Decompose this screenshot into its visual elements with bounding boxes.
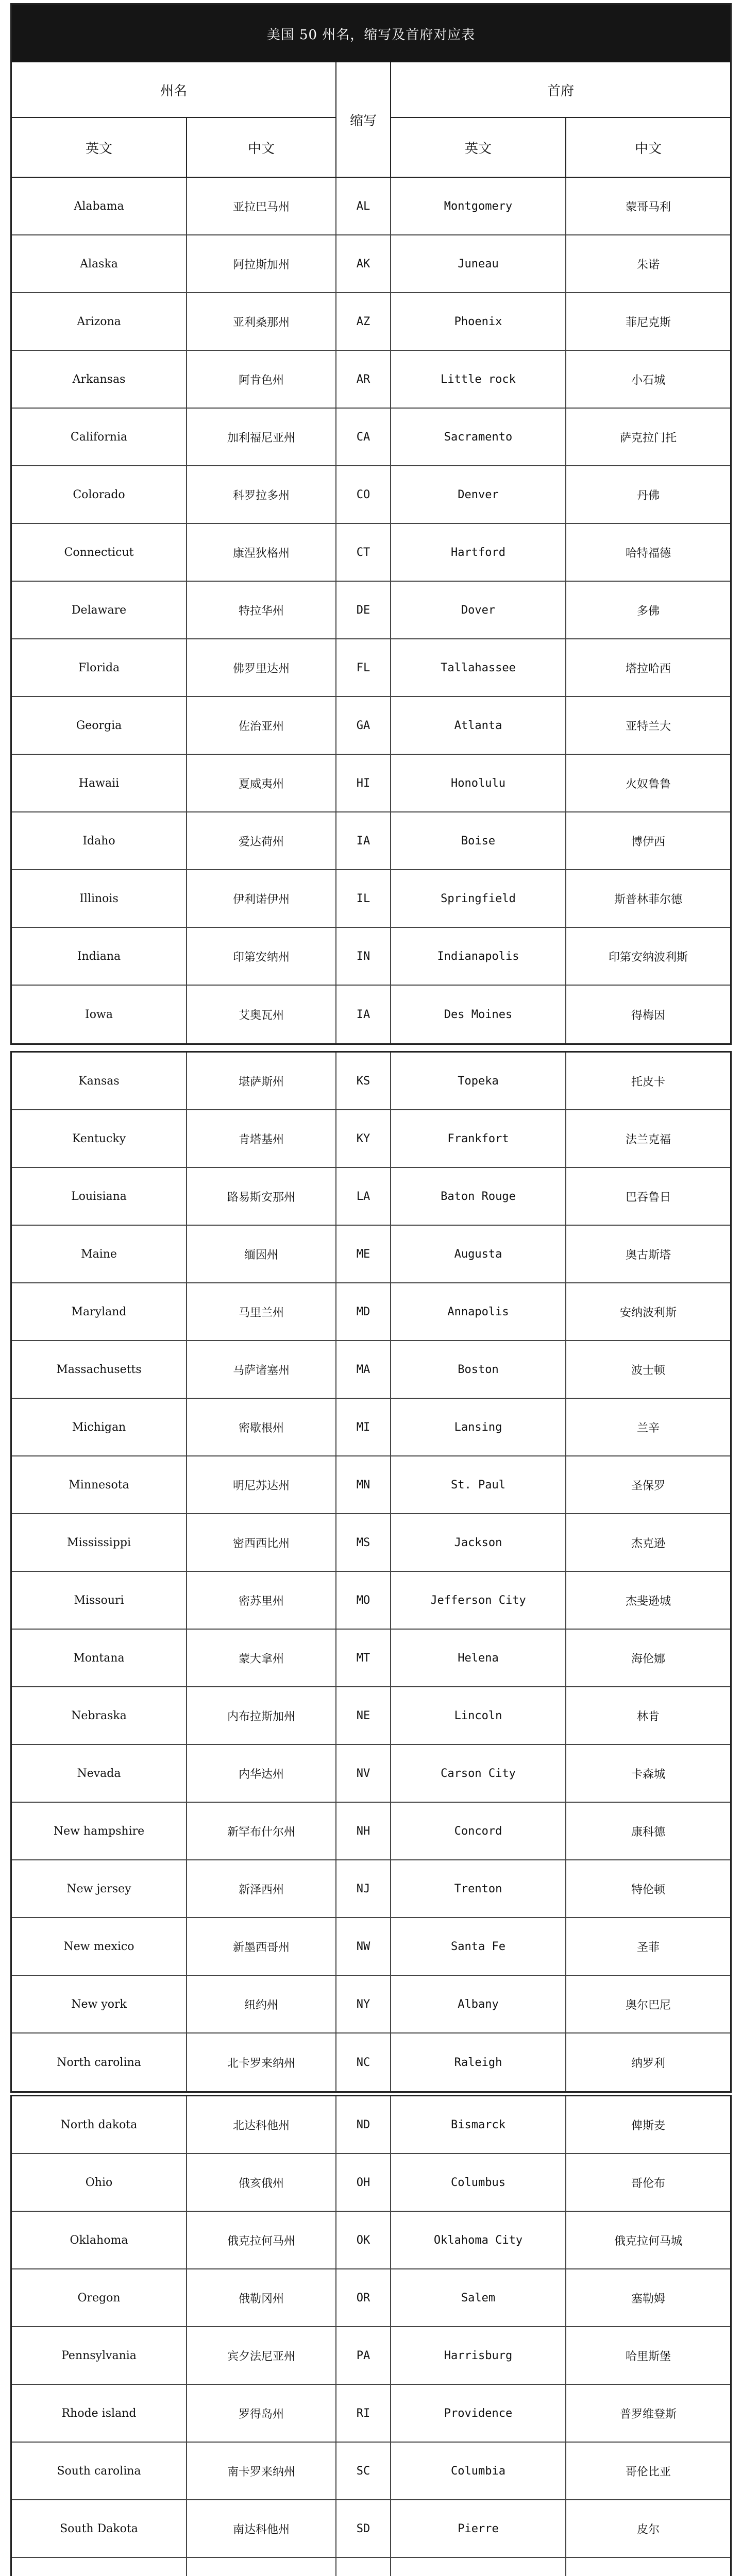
state-abbr: MS <box>336 1514 391 1571</box>
state-abbr: NC <box>336 2033 391 2091</box>
state-name-en: Hawaii <box>12 755 187 811</box>
state-name-en: Montana <box>12 1630 187 1686</box>
capital-name-zh: 俄克拉何马城 <box>614 2234 682 2248</box>
state-name-en: Delaware <box>12 582 187 638</box>
table-row <box>12 1168 730 1226</box>
state-abbr: AK <box>336 235 391 292</box>
capital-name-zh: 圣保罗 <box>631 1479 665 1493</box>
capital-name-en: Annapolis <box>391 1283 566 1340</box>
state-name-en <box>12 2558 187 2576</box>
state-name-zh: 缅因州 <box>187 1226 336 1282</box>
table-row <box>12 1283 730 1341</box>
state-name-en: Colorado <box>12 466 187 523</box>
state-name-en: Rhode island <box>12 2385 187 2442</box>
state-name-zh: 内布拉斯加州 <box>187 1687 336 1744</box>
header-capital-zh: 中文 <box>634 141 662 157</box>
state-name-en: New mexico <box>12 1918 187 1975</box>
capital-name-zh: 博伊西 <box>631 835 665 849</box>
state-name-zh: 伊利诺伊州 <box>187 870 336 927</box>
table-row <box>12 2033 730 2091</box>
table-row <box>12 1687 730 1745</box>
capital-name-zh: 皮尔 <box>636 2523 660 2536</box>
capital-name-en: Lansing <box>391 1399 566 1455</box>
capital-name-en: St. Paul <box>391 1456 566 1513</box>
state-name-en: New york <box>12 1976 187 2032</box>
state-name-en: Michigan <box>12 1399 187 1455</box>
table-row <box>12 2500 730 2558</box>
capital-name-en: Sacramento <box>391 409 566 465</box>
state-name-zh: 蒙大拿州 <box>187 1630 336 1686</box>
capital-name-en: Helena <box>391 1630 566 1686</box>
table-title: 美国 50 州名，缩写及首府对应表 <box>12 5 730 62</box>
table-row <box>12 755 730 812</box>
state-abbr: NE <box>336 1687 391 1744</box>
capital-name-en: Boston <box>391 1341 566 1398</box>
capital-name-en: Indianapolis <box>391 928 566 985</box>
state-name-zh: 加利福尼亚州 <box>187 409 336 465</box>
capital-name-en: Albany <box>391 1976 566 2032</box>
state-name-zh: 密歇根州 <box>187 1399 336 1455</box>
state-name-en: Oregon <box>12 2269 187 2326</box>
capital-name-en: Pierre <box>391 2500 566 2557</box>
capital-name-en: Raleigh <box>391 2033 566 2091</box>
state-name-zh: 宾夕法尼亚州 <box>187 2327 336 2384</box>
capital-name-zh: 兰辛 <box>636 1421 660 1435</box>
capital-name-zh: 印第安纳波利斯 <box>608 951 688 964</box>
state-name-zh: 密西西比州 <box>187 1514 336 1571</box>
state-abbr: MN <box>336 1456 391 1513</box>
state-abbr: PA <box>336 2327 391 2384</box>
table-row <box>12 178 730 235</box>
table-row <box>12 2096 730 2154</box>
state-abbr: IA <box>336 986 391 1043</box>
state-name-zh: 佐治亚州 <box>187 697 336 754</box>
table-row <box>12 1976 730 2033</box>
state-abbr: GA <box>336 697 391 754</box>
table-row <box>12 1514 730 1572</box>
table-row <box>12 2385 730 2443</box>
state-name-zh: 新墨西哥州 <box>187 1918 336 1975</box>
table-body <box>12 178 730 1043</box>
table-row <box>12 697 730 755</box>
state-abbr: AZ <box>336 293 391 350</box>
state-abbr: SC <box>336 2443 391 2499</box>
header-state-group: 州名 <box>12 62 336 118</box>
capital-name-en: Boise <box>391 812 566 869</box>
capital-name-zh <box>566 2558 730 2576</box>
table-row <box>12 2327 730 2385</box>
capital-name-zh: 奥尔巴尼 <box>625 1998 671 2012</box>
state-name-zh: 纽约州 <box>187 1976 336 2032</box>
state-name-en: New jersey <box>12 1860 187 1917</box>
table-row <box>12 812 730 870</box>
capital-name-zh: 亚特兰大 <box>625 720 671 733</box>
capital-name-en: Lincoln <box>391 1687 566 1744</box>
state-name-en: Oklahoma <box>12 2212 187 2268</box>
capital-name-zh: 杰斐逊城 <box>625 1595 671 1608</box>
state-name-en: Louisiana <box>12 1168 187 1225</box>
state-abbr: ME <box>336 1226 391 1282</box>
capital-name-zh: 普罗维登斯 <box>619 2408 677 2421</box>
state-abbr: MD <box>336 1283 391 1340</box>
state-name-en: Minnesota <box>12 1456 187 1513</box>
capital-name-zh: 哥伦比亚 <box>625 2465 671 2479</box>
state-name-en: Nebraska <box>12 1687 187 1744</box>
state-name-zh: 阿拉斯加州 <box>187 235 336 292</box>
table-row <box>12 466 730 524</box>
capital-name-en: Denver <box>391 466 566 523</box>
table-body <box>12 2096 730 2576</box>
state-name-en: Arizona <box>12 293 187 350</box>
capital-name-en: Dover <box>391 582 566 638</box>
table-row <box>12 1399 730 1456</box>
state-name-zh: 明尼苏达州 <box>187 1456 336 1513</box>
state-name-en: Illinois <box>12 870 187 927</box>
capital-name-zh: 萨克拉门托 <box>619 431 677 445</box>
state-name-zh: 阿肯色州 <box>187 351 336 408</box>
state-abbr: MA <box>336 1341 391 1398</box>
state-name-zh: 艾奥瓦州 <box>187 986 336 1043</box>
capital-name-zh: 波士顿 <box>631 1364 665 1377</box>
state-abbr: OH <box>336 2154 391 2211</box>
state-name-zh: 特拉华州 <box>187 582 336 638</box>
capital-name-en: Providence <box>391 2385 566 2442</box>
state-name-en: Missouri <box>12 1572 187 1629</box>
capital-name-zh: 俾斯麦 <box>631 2119 665 2132</box>
capital-name-en: Des Moines <box>391 986 566 1043</box>
state-abbr: DE <box>336 582 391 638</box>
table-body <box>12 1053 730 2091</box>
state-abbr: ND <box>336 2096 391 2153</box>
state-name-zh: 南卡罗来纳州 <box>187 2443 336 2499</box>
states-table-part-2 <box>10 1051 732 2093</box>
state-name-zh <box>187 2558 336 2576</box>
state-abbr: MO <box>336 1572 391 1629</box>
capital-name-en: Hartford <box>391 524 566 581</box>
state-abbr: MT <box>336 1630 391 1686</box>
state-abbr: NJ <box>336 1860 391 1917</box>
table-row <box>12 582 730 639</box>
state-name-en: North dakota <box>12 2096 187 2153</box>
table-row <box>12 1630 730 1687</box>
table-row <box>12 2269 730 2327</box>
table-row <box>12 1341 730 1399</box>
state-name-zh: 马萨诸塞州 <box>187 1341 336 1398</box>
table-row <box>12 2443 730 2500</box>
capital-name-zh: 安纳波利斯 <box>619 1306 677 1319</box>
capital-name-en: Phoenix <box>391 293 566 350</box>
state-name-zh: 北达科他州 <box>187 2096 336 2153</box>
state-name-zh: 罗得岛州 <box>187 2385 336 2442</box>
state-abbr: NH <box>336 1803 391 1859</box>
state-name-en: Georgia <box>12 697 187 754</box>
state-name-zh: 路易斯安那州 <box>187 1168 336 1225</box>
header-state-en: 英文 <box>12 118 187 177</box>
state-name-zh: 科罗拉多州 <box>187 466 336 523</box>
state-abbr: RI <box>336 2385 391 2442</box>
capital-name-en: Frankfort <box>391 1110 566 1167</box>
state-abbr: HI <box>336 755 391 811</box>
state-abbr: SD <box>336 2500 391 2557</box>
state-name-en: Mississippi <box>12 1514 187 1571</box>
capital-name-zh: 塔拉哈西 <box>625 662 671 675</box>
capital-name-en: Topeka <box>391 1053 566 1109</box>
capital-name-en <box>391 2558 566 2576</box>
state-abbr: OK <box>336 2212 391 2268</box>
state-name-zh: 亚利桑那州 <box>187 293 336 350</box>
state-name-en: California <box>12 409 187 465</box>
capital-name-en: Atlanta <box>391 697 566 754</box>
state-name-zh: 北卡罗来纳州 <box>187 2033 336 2091</box>
capital-name-en: Honolulu <box>391 755 566 811</box>
capital-name-zh: 蒙哥马利 <box>625 200 671 214</box>
capital-name-en: Springfield <box>391 870 566 927</box>
capital-name-en: Augusta <box>391 1226 566 1282</box>
header-capital-group: 首府 <box>391 62 730 118</box>
table-row <box>12 1572 730 1630</box>
state-abbr: KS <box>336 1053 391 1109</box>
capital-name-zh: 菲尼克斯 <box>625 316 671 329</box>
state-name-zh: 康涅狄格州 <box>187 524 336 581</box>
capital-name-en: Columbus <box>391 2154 566 2211</box>
table-row <box>12 1803 730 1860</box>
state-name-zh: 俄勒冈州 <box>187 2269 336 2326</box>
capital-name-en: Jackson <box>391 1514 566 1571</box>
state-name-en: Massachusetts <box>12 1341 187 1398</box>
state-abbr: CT <box>336 524 391 581</box>
states-table-part-3 <box>10 2095 732 2576</box>
state-name-en: New hampshire <box>12 1803 187 1859</box>
state-abbr: MI <box>336 1399 391 1455</box>
table-row <box>12 928 730 986</box>
capital-name-zh: 哈里斯堡 <box>625 2350 671 2363</box>
table-row <box>12 351 730 409</box>
capital-name-zh: 卡森城 <box>631 1768 665 1781</box>
state-name-en: Connecticut <box>12 524 187 581</box>
capital-name-zh: 康科德 <box>631 1825 665 1839</box>
state-name-en: Nevada <box>12 1745 187 1802</box>
table-row <box>12 524 730 582</box>
table-row <box>12 409 730 466</box>
capital-name-zh: 海伦娜 <box>631 1652 665 1666</box>
capital-name-zh: 圣菲 <box>636 1941 660 1954</box>
table-row <box>12 1860 730 1918</box>
state-name-zh: 密苏里州 <box>187 1572 336 1629</box>
state-abbr: IA <box>336 812 391 869</box>
capital-name-zh: 奥古斯塔 <box>625 1248 671 1262</box>
capital-name-zh: 小石城 <box>631 374 665 387</box>
table-row <box>12 1745 730 1803</box>
capital-name-en: Jefferson City <box>391 1572 566 1629</box>
table-header <box>12 62 730 178</box>
state-name-en: Indiana <box>12 928 187 985</box>
state-abbr: LA <box>336 1168 391 1225</box>
capital-name-en: Oklahoma City <box>391 2212 566 2268</box>
state-abbr: AL <box>336 178 391 234</box>
table-row <box>12 1226 730 1283</box>
capital-name-en: Trenton <box>391 1860 566 1917</box>
state-abbr <box>336 2558 391 2576</box>
state-abbr: NV <box>336 1745 391 1802</box>
state-abbr: CA <box>336 409 391 465</box>
table-row <box>12 1456 730 1514</box>
state-name-zh: 新罕布什尔州 <box>187 1803 336 1859</box>
state-name-zh: 俄克拉何马州 <box>187 2212 336 2268</box>
capital-name-zh: 多佛 <box>636 604 660 618</box>
capital-name-zh: 塞勒姆 <box>631 2292 665 2306</box>
header-state-zh: 中文 <box>187 118 336 177</box>
capital-name-zh: 杰克逊 <box>631 1537 665 1550</box>
capital-name-zh: 斯普林菲尔德 <box>614 893 682 906</box>
table-row <box>12 2154 730 2212</box>
table-row <box>12 293 730 351</box>
capital-name-en: Concord <box>391 1803 566 1859</box>
capital-name-zh: 特伦顿 <box>631 1883 665 1896</box>
state-name-en: North carolina <box>12 2033 187 2091</box>
state-name-en: Kansas <box>12 1053 187 1109</box>
state-name-zh: 俄亥俄州 <box>187 2154 336 2211</box>
state-name-zh: 内华达州 <box>187 1745 336 1802</box>
capital-name-en: Salem <box>391 2269 566 2326</box>
capital-name-zh: 火奴鲁鲁 <box>625 777 671 791</box>
capital-name-en: Montgomery <box>391 178 566 234</box>
table-row <box>12 986 730 1043</box>
state-name-en: South carolina <box>12 2443 187 2499</box>
state-abbr: KY <box>336 1110 391 1167</box>
table-row <box>12 1918 730 1976</box>
state-abbr: AR <box>336 351 391 408</box>
state-name-en: Maine <box>12 1226 187 1282</box>
state-name-en: Arkansas <box>12 351 187 408</box>
state-name-en: Idaho <box>12 812 187 869</box>
state-abbr: CO <box>336 466 391 523</box>
capital-name-en: Baton Rouge <box>391 1168 566 1225</box>
capital-name-en: Harrisburg <box>391 2327 566 2384</box>
capital-name-zh: 巴吞鲁日 <box>625 1191 671 1204</box>
table-row <box>12 2212 730 2269</box>
state-abbr: IL <box>336 870 391 927</box>
state-name-zh: 印第安纳州 <box>187 928 336 985</box>
capital-name-zh: 丹佛 <box>636 489 660 502</box>
capital-name-zh: 林肯 <box>636 1710 660 1723</box>
state-name-en: Iowa <box>12 986 187 1043</box>
state-name-zh: 肯塔基州 <box>187 1110 336 1167</box>
capital-name-en: Juneau <box>391 235 566 292</box>
capital-name-en: Columbia <box>391 2443 566 2499</box>
header-capital-en: 英文 <box>391 118 566 177</box>
capital-name-zh: 得梅因 <box>631 1009 665 1022</box>
state-name-zh: 新泽西州 <box>187 1860 336 1917</box>
table-row <box>12 1110 730 1168</box>
state-name-zh: 佛罗里达州 <box>187 639 336 696</box>
header-abbr: 缩写 <box>336 62 391 177</box>
capital-name-en: Bismarck <box>391 2096 566 2153</box>
capital-name-zh: 法兰克福 <box>625 1133 671 1146</box>
state-name-zh: 马里兰州 <box>187 1283 336 1340</box>
state-name-en: Kentucky <box>12 1110 187 1167</box>
state-name-zh: 南达科他州 <box>187 2500 336 2557</box>
state-name-en: Alabama <box>12 178 187 234</box>
capital-name-zh: 纳罗利 <box>631 2057 665 2070</box>
state-name-en: Pennsylvania <box>12 2327 187 2384</box>
capital-name-zh: 哥伦布 <box>631 2177 665 2190</box>
table-row <box>12 1053 730 1110</box>
state-name-zh: 爱达荷州 <box>187 812 336 869</box>
state-name-zh: 夏威夷州 <box>187 755 336 811</box>
table-row <box>12 235 730 293</box>
state-abbr: OR <box>336 2269 391 2326</box>
capital-name-en: Santa Fe <box>391 1918 566 1975</box>
capital-name-zh: 托皮卡 <box>631 1075 665 1089</box>
state-abbr: NW <box>336 1918 391 1975</box>
table-row <box>12 2558 730 2576</box>
state-name-zh: 亚拉巴马州 <box>187 178 336 234</box>
table-row <box>12 639 730 697</box>
state-name-en: Alaska <box>12 235 187 292</box>
state-name-en: Maryland <box>12 1283 187 1340</box>
capital-name-en: Carson City <box>391 1745 566 1802</box>
states-table-part-1 <box>10 3 732 1045</box>
state-name-zh: 堪萨斯州 <box>187 1053 336 1109</box>
state-abbr: FL <box>336 639 391 696</box>
state-name-en: Ohio <box>12 2154 187 2211</box>
table-row <box>12 870 730 928</box>
capital-name-en: Little rock <box>391 351 566 408</box>
capital-name-en: Tallahassee <box>391 639 566 696</box>
state-name-en: South Dakota <box>12 2500 187 2557</box>
state-abbr: NY <box>336 1976 391 2032</box>
state-name-en: Florida <box>12 639 187 696</box>
capital-name-zh: 朱诺 <box>636 258 660 272</box>
state-abbr: IN <box>336 928 391 985</box>
capital-name-zh: 哈特福德 <box>625 547 671 560</box>
